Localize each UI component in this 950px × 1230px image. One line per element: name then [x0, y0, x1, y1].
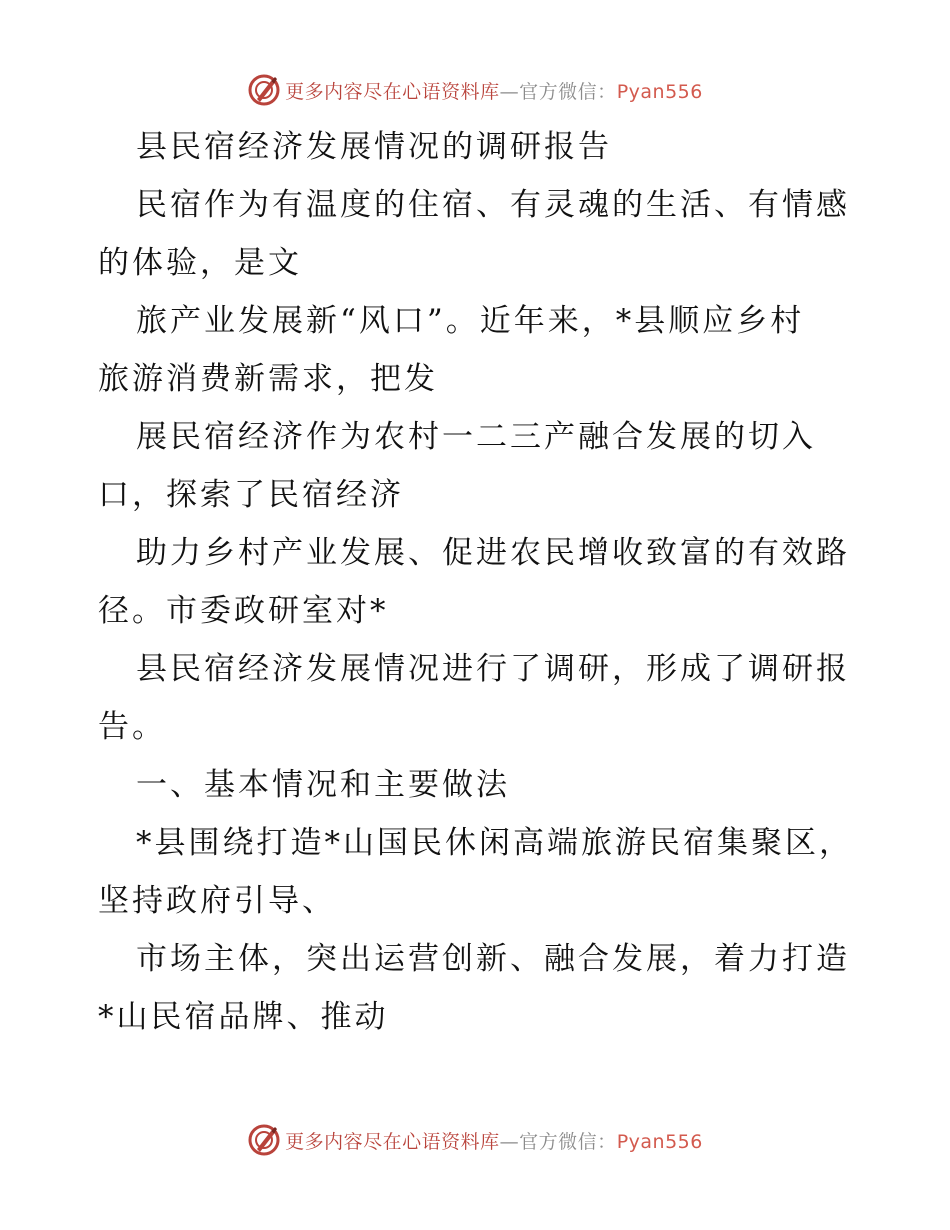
paragraph-line: *山民宿品牌、推动 [98, 999, 389, 1035]
banner-text [285, 77, 703, 104]
banner-main-text: 更多内容尽在心语资料库 [285, 80, 500, 103]
pen-circle-logo-icon [247, 1123, 281, 1157]
paragraph-line: 展民宿经济作为农村一二三产融合发展的切入 [136, 419, 816, 455]
paragraph-line: 径。市委政研室对* [98, 593, 389, 629]
banner-wechat-id: Pyan556 [616, 80, 703, 103]
paragraph-line: 县民宿经济发展情况进行了调研，形成了调研报 [136, 651, 850, 687]
banner-dash: — [499, 80, 520, 103]
banner-dash: — [499, 1130, 520, 1153]
banner-wechat-id: Pyan556 [616, 1130, 703, 1153]
paragraph-line: 的体验，是文 [98, 245, 302, 281]
paragraph-line: 口，探索了民宿经济 [98, 477, 404, 513]
paragraph-line: 坚持政府引导、 [98, 883, 336, 919]
paragraph-line: 旅游消费新需求，把发 [98, 361, 438, 397]
paragraph-line: 助力乡村产业发展、促进农民增收致富的有效路 [136, 535, 850, 571]
paragraph-line: 市场主体，突出运营创新、融合发展，着力打造 [136, 941, 850, 977]
document-body [98, 118, 858, 1046]
banner-text [285, 1127, 703, 1154]
paragraph-line: 民宿作为有温度的住宿、有灵魂的生活、有情感 [136, 187, 850, 223]
header-banner [0, 70, 950, 110]
document-title: 县民宿经济发展情况的调研报告 [136, 129, 612, 165]
section-heading: 一、基本情况和主要做法 [136, 767, 510, 803]
pen-circle-logo-icon [247, 73, 281, 107]
paragraph-line: 旅产业发展新“风口”。近年来，*县顺应乡村 [136, 303, 805, 339]
banner-wechat-label: 官方微信： [519, 80, 617, 103]
footer-banner [0, 1120, 950, 1160]
paragraph-line: 告。 [98, 709, 166, 745]
banner-wechat-label: 官方微信： [519, 1130, 617, 1153]
banner-main-text: 更多内容尽在心语资料库 [285, 1130, 500, 1153]
paragraph-line: *县围绕打造*山国民休闲高端旅游民宿集聚区， [136, 825, 853, 861]
